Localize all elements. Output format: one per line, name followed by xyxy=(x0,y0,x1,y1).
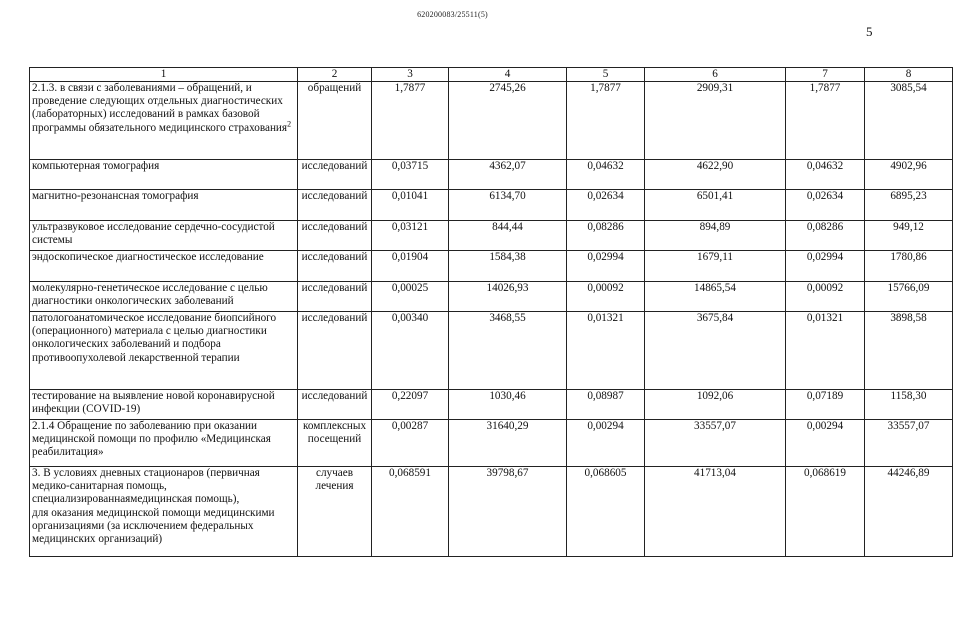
column-header-5: 5 xyxy=(567,68,645,82)
cell-col5: 0,00092 xyxy=(567,282,645,312)
column-header-2: 2 xyxy=(298,68,372,82)
cell-col5: 0,02634 xyxy=(567,190,645,221)
cell-col5: 0,08987 xyxy=(567,390,645,420)
cell-col5: 0,01321 xyxy=(567,312,645,390)
row-unit: исследований xyxy=(298,390,372,420)
cell-col7: 1,7877 xyxy=(786,82,865,160)
row-description: магнитно-резонансная томография xyxy=(30,190,298,221)
cell-col7: 0,08286 xyxy=(786,221,865,251)
row-unit: исследований xyxy=(298,251,372,282)
row-description: 3. В условиях дневных стационаров (первичная медико-санитарная помощь, специализированнаямедицинская помощь), для оказания медицинской помощи медицинскими организациями (за исключением федеральных медицинских организаций) xyxy=(30,467,298,557)
cell-col8: 33557,07 xyxy=(865,420,953,467)
column-header-1: 1 xyxy=(30,68,298,82)
cell-col6: 1679,11 xyxy=(645,251,786,282)
page-number: 5 xyxy=(866,24,873,39)
table-row xyxy=(30,190,953,221)
row-description: патологоанатомическое исследование биопсийного (операционного) материала с целью диагностики онкологических заболеваний и подбора противоопухолевой лекарственной терапии xyxy=(30,312,298,390)
cell-col3: 1,7877 xyxy=(372,82,449,160)
cell-col3: 0,00340 xyxy=(372,312,449,390)
cell-col3: 0,01041 xyxy=(372,190,449,221)
table-row xyxy=(30,390,953,420)
row-description: эндоскопическое диагностическое исследование xyxy=(30,251,298,282)
cell-col3: 0,01904 xyxy=(372,251,449,282)
row-unit: случаев лечения xyxy=(298,467,372,557)
document-code: 620200083/25511(5) xyxy=(417,10,488,19)
cell-col4: 1584,38 xyxy=(449,251,567,282)
column-header-8: 8 xyxy=(865,68,953,82)
cell-col5: 0,00294 xyxy=(567,420,645,467)
cell-col7: 0,00092 xyxy=(786,282,865,312)
cell-col6: 33557,07 xyxy=(645,420,786,467)
row-unit: исследований xyxy=(298,190,372,221)
cell-col8: 3898,58 xyxy=(865,312,953,390)
row-description: компьютерная томография xyxy=(30,160,298,190)
row-description: 2.1.3. в связи с заболеваниями – обращений, и проведение следующих отдельных диагностических (лабораторных) исследований в рамках базовой программы обязательного медицинского страхования$^2$ xyxy=(30,82,298,160)
cell-col7: 0,01321 xyxy=(786,312,865,390)
column-number-row xyxy=(30,68,953,82)
column-header-3: 3 xyxy=(372,68,449,82)
row-unit: комплексных посещений xyxy=(298,420,372,467)
row-unit: обращений xyxy=(298,82,372,160)
cell-col4: 6134,70 xyxy=(449,190,567,221)
cell-col7: 0,068619 xyxy=(786,467,865,557)
column-header-6: 6 xyxy=(645,68,786,82)
row-description: тестирование на выявление новой коронавирусной инфекции (COVID-19) xyxy=(30,390,298,420)
cell-col8: 4902,96 xyxy=(865,160,953,190)
cell-col4: 39798,67 xyxy=(449,467,567,557)
row-unit: исследований xyxy=(298,221,372,251)
table-row xyxy=(30,467,953,557)
cell-col3: 0,22097 xyxy=(372,390,449,420)
cell-col4: 2745,26 xyxy=(449,82,567,160)
cell-col5: 0,04632 xyxy=(567,160,645,190)
cell-col6: 41713,04 xyxy=(645,467,786,557)
column-header-7: 7 xyxy=(786,68,865,82)
cell-col6: 6501,41 xyxy=(645,190,786,221)
cell-col6: 894,89 xyxy=(645,221,786,251)
cell-col8: 15766,09 xyxy=(865,282,953,312)
cell-col3: 0,00025 xyxy=(372,282,449,312)
cell-col7: 0,04632 xyxy=(786,160,865,190)
cell-col6: 4622,90 xyxy=(645,160,786,190)
cell-col5: 0,02994 xyxy=(567,251,645,282)
cell-col4: 3468,55 xyxy=(449,312,567,390)
cell-col5: 1,7877 xyxy=(567,82,645,160)
row-description: ультразвуковое исследование сердечно-сосудистой системы xyxy=(30,221,298,251)
table-row xyxy=(30,82,953,160)
cell-col3: 0,00287 xyxy=(372,420,449,467)
cell-col6: 1092,06 xyxy=(645,390,786,420)
cell-col7: 0,02634 xyxy=(786,190,865,221)
cell-col3: 0,068591 xyxy=(372,467,449,557)
cell-col5: 0,068605 xyxy=(567,467,645,557)
cell-col4: 1030,46 xyxy=(449,390,567,420)
row-unit: исследований xyxy=(298,312,372,390)
footnote-mark: 2 xyxy=(287,118,292,128)
financing-norms-table xyxy=(29,67,953,557)
cell-col5: 0,08286 xyxy=(567,221,645,251)
column-header-4: 4 xyxy=(449,68,567,82)
table-row xyxy=(30,160,953,190)
cell-col4: 844,44 xyxy=(449,221,567,251)
row-description: 2.1.4 Обращение по заболеванию при оказании медицинской помощи по профилю «Медицинская реабилитация» xyxy=(30,420,298,467)
table-row xyxy=(30,221,953,251)
cell-col8: 949,12 xyxy=(865,221,953,251)
row-unit: исследований xyxy=(298,282,372,312)
cell-col6: 14865,54 xyxy=(645,282,786,312)
table-row xyxy=(30,282,953,312)
cell-col6: 3675,84 xyxy=(645,312,786,390)
row-description: молекулярно-генетическое исследование с целью диагностики онкологических заболеваний xyxy=(30,282,298,312)
table-row xyxy=(30,420,953,467)
table-row xyxy=(30,251,953,282)
cell-col4: 4362,07 xyxy=(449,160,567,190)
cell-col7: 0,07189 xyxy=(786,390,865,420)
cell-col8: 1780,86 xyxy=(865,251,953,282)
cell-col8: 1158,30 xyxy=(865,390,953,420)
cell-col8: 44246,89 xyxy=(865,467,953,557)
table-row xyxy=(30,312,953,390)
cell-col7: 0,02994 xyxy=(786,251,865,282)
cell-col8: 6895,23 xyxy=(865,190,953,221)
cell-col6: 2909,31 xyxy=(645,82,786,160)
cell-col4: 14026,93 xyxy=(449,282,567,312)
cell-col3: 0,03121 xyxy=(372,221,449,251)
cell-col8: 3085,54 xyxy=(865,82,953,160)
cell-col7: 0,00294 xyxy=(786,420,865,467)
cell-col4: 31640,29 xyxy=(449,420,567,467)
row-unit: исследований xyxy=(298,160,372,190)
cell-col3: 0,03715 xyxy=(372,160,449,190)
